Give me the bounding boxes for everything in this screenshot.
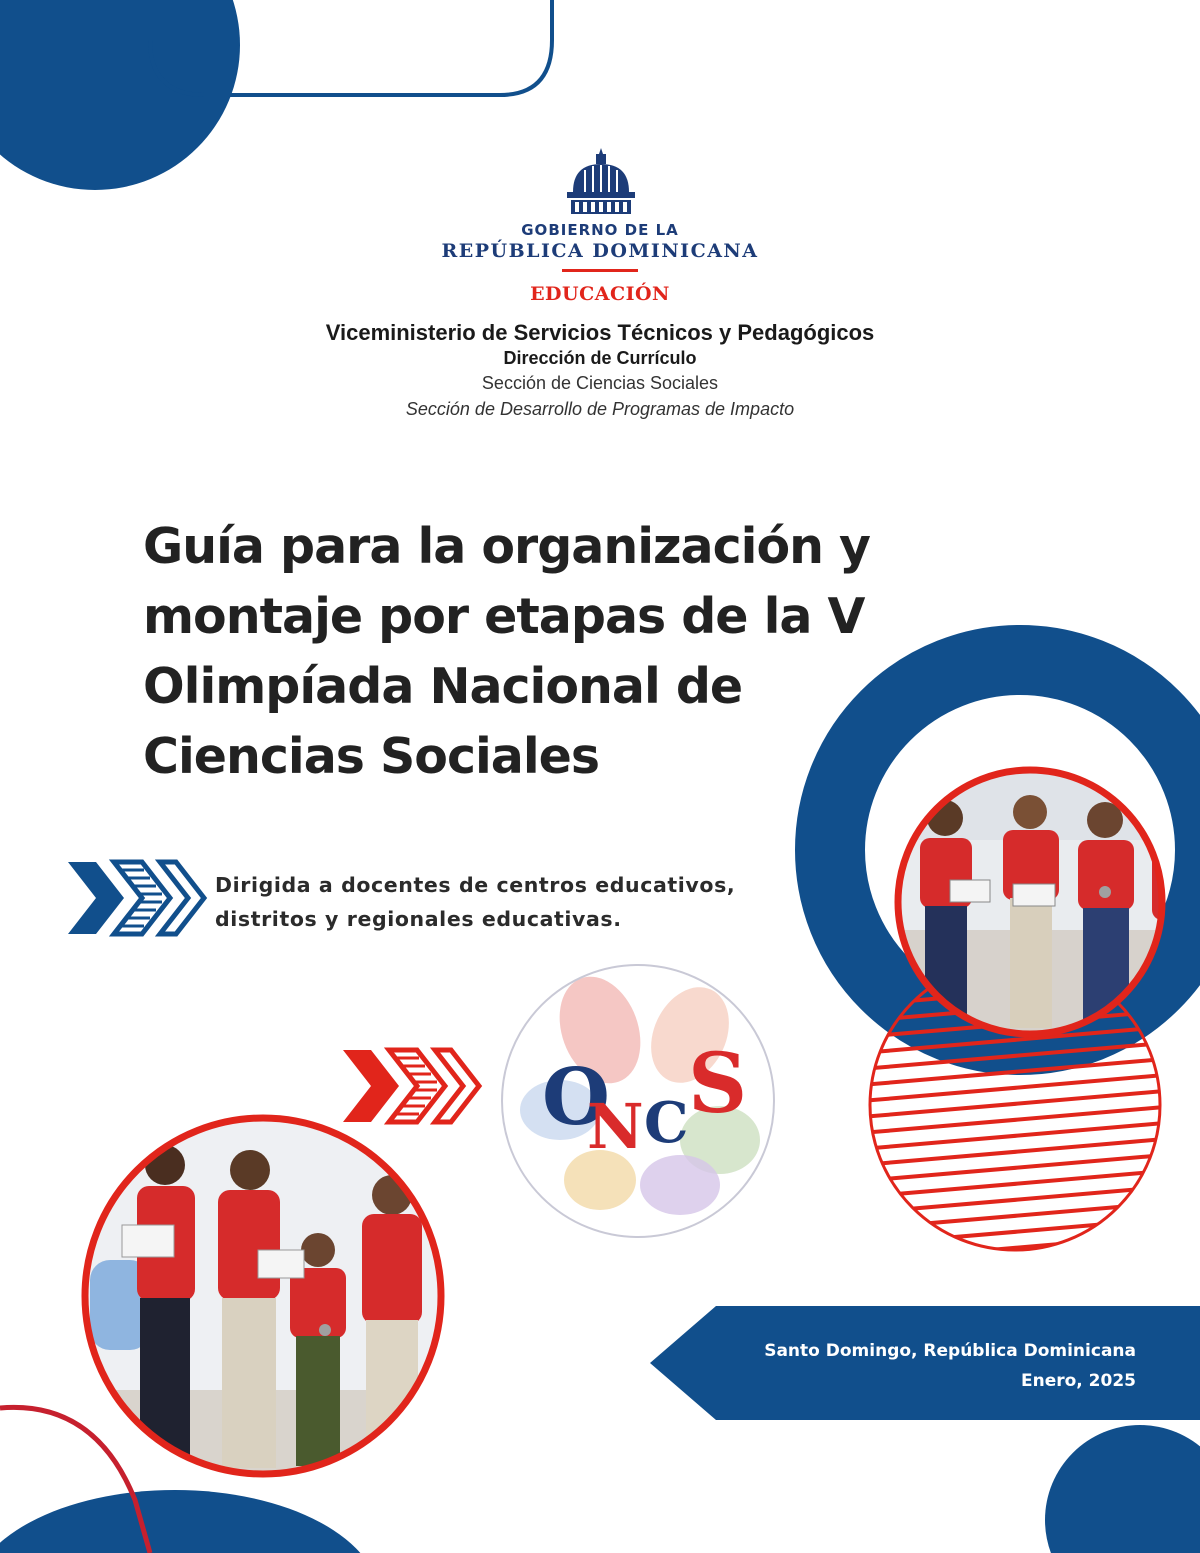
section-name-1: Sección de Ciencias Sociales xyxy=(481,373,719,393)
emblem-letter-n: N xyxy=(587,1090,644,1163)
viceministry-name: Viceministerio de Servicios Técnicos y Pedagógicos xyxy=(325,320,875,345)
footer-date: Enero, 2025 xyxy=(1021,1371,1136,1391)
emblem-letter-o: O xyxy=(542,1052,610,1143)
emblem-letter-s: S xyxy=(688,1036,748,1132)
bottom-left-shape xyxy=(0,1490,380,1553)
logo-government-line: GOBIERNO DE LA xyxy=(521,221,679,239)
direction-name: Dirección de Currículo xyxy=(503,348,697,368)
emblem-letter-c: C xyxy=(644,1090,689,1156)
document-title xyxy=(143,512,963,792)
title-line-3: Olimpíada Nacional de xyxy=(143,658,743,715)
title-line-4: Ciencias Sociales xyxy=(143,728,600,785)
section-name-2: Sección de Desarrollo de Programas de Impacto xyxy=(405,399,795,419)
logo-education-line: EDUCACIÓN xyxy=(530,283,670,305)
audience-line-2: distritos y regionales educativas. xyxy=(215,907,622,931)
footer-info xyxy=(764,1336,1136,1396)
red-chevrons-icon xyxy=(343,1050,479,1122)
title-line-1: Guía para la organización y xyxy=(143,518,870,575)
logo-divider xyxy=(562,269,638,272)
dome-icon xyxy=(567,148,635,214)
footer-place: Santo Domingo, República Dominicana xyxy=(764,1341,1136,1361)
logo-republic-line: REPÚBLICA DOMINICANA xyxy=(441,240,759,262)
title-line-2: montaje por etapas de la V xyxy=(143,588,865,645)
bottom-right-circle xyxy=(1045,1425,1200,1553)
navy-chevrons-icon xyxy=(68,862,204,934)
audience-line-1: Dirigida a docentes de centros educativos, xyxy=(215,873,736,897)
audience-text xyxy=(215,868,815,936)
